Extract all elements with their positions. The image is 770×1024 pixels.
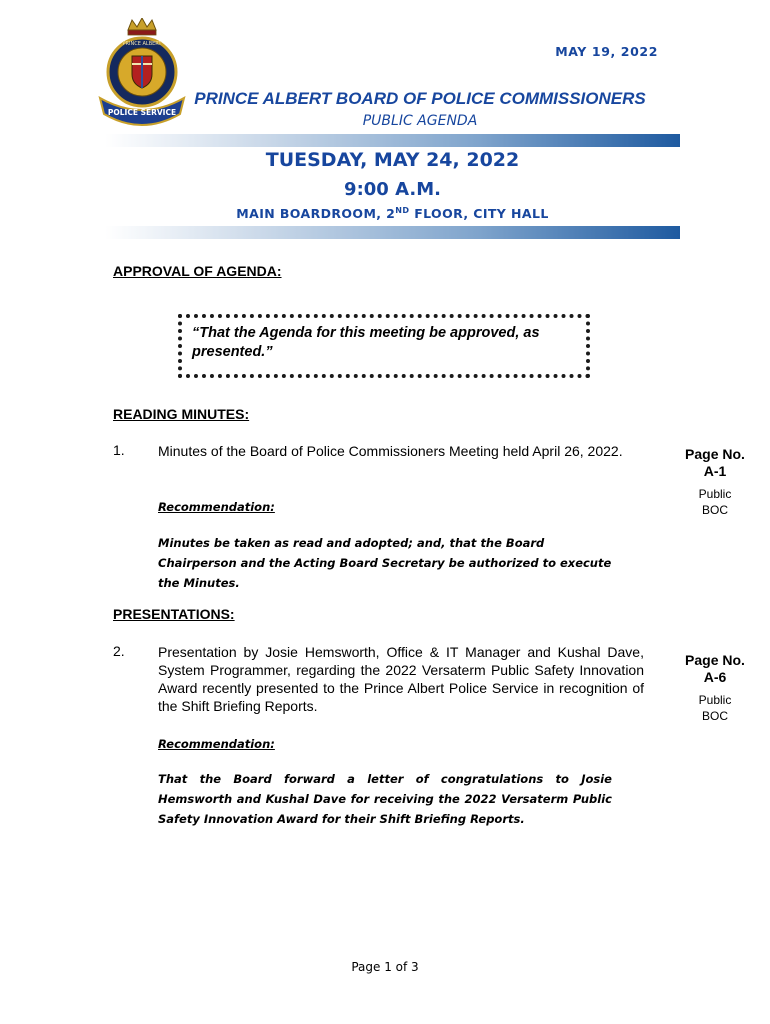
page-footer: Page 1 of 3 — [351, 960, 419, 974]
meeting-divider — [105, 226, 680, 239]
document-date: MAY 19, 2022 — [555, 44, 658, 59]
page-no-value: A-6 — [703, 669, 727, 685]
reading-minutes-heading: READING MINUTES: — [113, 406, 250, 422]
page-reference — [672, 446, 758, 518]
presentations-heading: PRESENTATIONS: — [113, 606, 235, 622]
police-crest-icon — [92, 18, 192, 130]
meeting-location: MAIN BOARDROOM, 2ND FLOOR, CITY HALL — [236, 206, 549, 222]
recommendation-text: Minutes be taken as read and adopted; and, that the Board Chairperson and the Acting Board Secretary be authorized to execute the Minutes. — [158, 536, 612, 590]
page-no-label: Page No. — [685, 446, 745, 462]
item-number: 1. — [113, 442, 125, 458]
meeting-time: 9:00 A.M. — [344, 179, 441, 200]
page-meta-public: Public — [698, 487, 732, 501]
approval-motion: “That the Agenda for this meeting be approved, as presented.” — [192, 325, 540, 360]
organization-title: PRINCE ALBERT BOARD OF POLICE COMMISSIONERS — [194, 89, 646, 108]
item-number: 2. — [113, 643, 125, 659]
agenda-type: PUBLIC AGENDA — [362, 113, 478, 129]
recommendation-label: Recommendation: — [158, 737, 275, 751]
meeting-date: TUESDAY, MAY 24, 2022 — [265, 149, 520, 171]
svg-text:PRINCE ALBERT: PRINCE ALBERT — [122, 41, 162, 47]
item-text: Presentation by Josie Hemsworth, Office & IT Manager and Kushal Dave, System Programmer, regarding the 2022 Versaterm Public Safety Innovation Award recently presented to the Prince Albert Police Service in recognition of the Shift Briefing Reports. — [158, 644, 644, 714]
police-crest-logo — [92, 18, 192, 130]
recommendation-label: Recommendation: — [158, 500, 275, 514]
page-meta-public: Public — [698, 693, 732, 707]
page-no-value: A-1 — [703, 463, 727, 479]
svg-text:POLICE SERVICE: POLICE SERVICE — [107, 108, 177, 117]
page-no-label: Page No. — [685, 652, 745, 668]
page-meta-boc: BOC — [701, 709, 728, 723]
page-meta-boc: BOC — [701, 503, 728, 517]
item-text: Minutes of the Board of Police Commissioners Meeting held April 26, 2022. — [158, 443, 623, 459]
recommendation-text: That the Board forward a letter of congratulations to Josie Hemsworth and Kushal Dave for receiving the 2022 Versaterm Public Safety Innovation Award for their Shift Briefing Reports. — [158, 772, 612, 826]
page-reference — [672, 652, 758, 724]
approval-heading: APPROVAL OF AGENDA: — [113, 263, 282, 279]
header-divider — [105, 134, 680, 147]
